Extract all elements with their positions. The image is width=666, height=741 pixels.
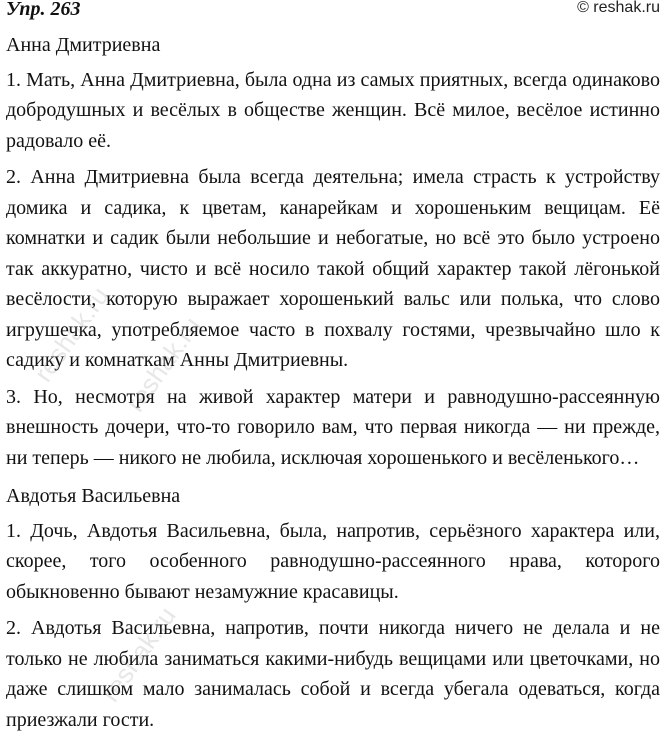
paragraph: 1. Дочь, Авдотья Васильевна, была, напротив, серьёзного характера или, скорее, того особенного равнодушно-рассеянного нрава, которого обыкновенно бывают незамужние красавицы. bbox=[6, 519, 660, 603]
section-title-anna: Анна Дмитриевна bbox=[6, 34, 161, 56]
diagonal-watermark: reshak.ru bbox=[28, 281, 115, 388]
content bbox=[6, 30, 660, 741]
site-watermark: © reshak.ru bbox=[577, 0, 660, 16]
paragraph: 1. Мать, Анна Дмитриевна, была одна из самых приятных, всегда одинаково добродушных и весёлых в обществе женщин. Всё милое, весёлое истинно радовало её. bbox=[6, 68, 660, 152]
header bbox=[6, 0, 660, 24]
paragraph: 2. Анна Дмитриевна была всегда деятельна; имела страсть к устройству домика и садика, к цветам, канарейкам и хорошеньким вещицам. Её комнатки и садик были небольшие и небогатые, но всё это было устроено так аккуратно, чисто и всё носило такой общий характер такой лёгонькой весёлости, которую выражает хорошенький вальс или полька, что слово игрушечка, употребляемое часто в похвалу гостями, чрезвычайно шло к садику и комнаткам Анны Дмитриевны. bbox=[6, 166, 660, 371]
paragraph: 2. Авдотья Васильевна, напротив, почти никогда ничего не делала и не только не любила заниматься какими-нибудь вещицами или цветочками, но даже слишком мало занималась собой и всегда убегала одеваться, когда приезжали гости. bbox=[6, 617, 660, 731]
diagonal-watermark: reshak.ru bbox=[120, 311, 207, 418]
paragraph: 3. Но, несмотря на живой характер матери и равнодушно-рассеянную внешность дочери, что-то говорило вам, что первая никогда — ни прежде, ни теперь — никого не любила, исключая хорошенького и весёленького… bbox=[6, 385, 660, 469]
exercise-title: Упр. 263 bbox=[6, 0, 81, 20]
section-title-avdotya: Авдотья Васильевна bbox=[6, 485, 181, 507]
diagonal-watermark: reshak.ru bbox=[95, 601, 182, 708]
